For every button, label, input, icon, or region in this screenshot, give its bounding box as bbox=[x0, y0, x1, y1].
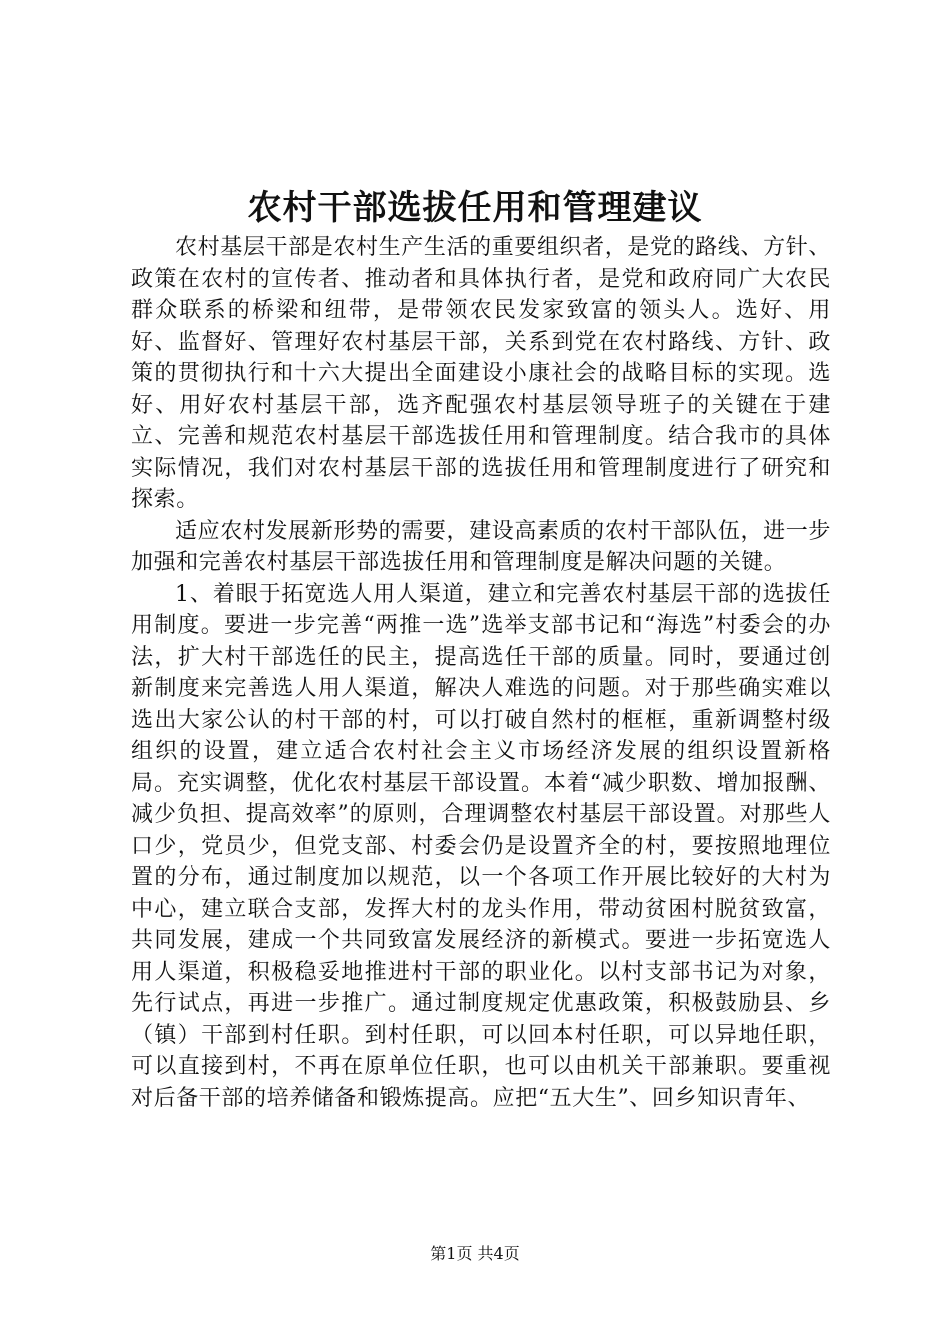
paragraph-section-1: 1、着眼于拓宽选人用人渠道，建立和完善农村基层干部的选拔任用制度。要进一步完善“两推一选”选举支部书记和“海选”村委会的办法，扩大村干部选任的民主，提高选任干部的质量。同时，要通过创新制度来完善选人用人渠道，解决人难选的问题。对于那些确实难以选出大家公认的村干部的村，可以打破自然村的框框，重新调整村级组织的设置，建立适合农村社会主义市场经济发展的组织设置新格局。充实调整，优化农村基层干部设置。本着“减少职数、增加报酬、减少负担、提高效率”的原则，合理调整农村基层干部设置。对那些人口少，党员少，但党支部、村委会仍是设置齐全的村，要按照地理位置的分布，通过制度加以规范，以一个各项工作开展比较好的大村为中心，建立联合支部，发挥大村的龙头作用，带动贫困村脱贫致富，共同发展，建成一个共同致富发展经济的新模式。要进一步拓宽选人用人渠道，积极稳妥地推进村干部的职业化。以村支部书记为对象，先行试点，再进一步推广。通过制度规定优惠政策，积极鼓励县、乡（镇）干部到村任职。到村任职，可以回本村任职，可以异地任职，可以直接到村，不再在原单位任职，也可以由机关干部兼职。要重视对后备干部的培养储备和锻炼提高。应把“五大生”、回乡知识青年、 bbox=[131, 581, 831, 1111]
paragraph-intro: 农村基层干部是农村生产生活的重要组织者，是党的路线、方针、政策在农村的宣传者、推动者和具体执行者，是党和政府同广大农民群众联系的桥梁和纽带，是带领农民发家致富的领头人。选好、用好、监督好、管理好农村基层干部，关系到党在农村路线、方针、政策的贯彻执行和十六大提出全面建设小康社会的战略目标的实现。选好、用好农村基层干部，选齐配强农村基层领导班子的关键在于建立、完善和规范农村基层干部选拔任用和管理制度。结合我市的具体实际情况，我们对农村基层干部的选拔任用和管理制度进行了研究和探索。 bbox=[131, 235, 831, 512]
page-footer: 第1页 共4页 bbox=[430, 1244, 520, 1263]
paragraph-key-issue: 适应农村发展新形势的需要，建设高素质的农村干部队伍，进一步加强和完善农村基层干部选拔任用和管理制度是解决问题的关键。 bbox=[131, 518, 831, 575]
document-body bbox=[131, 232, 831, 1114]
document-title: 农村干部选拔任用和管理建议 bbox=[247, 188, 703, 228]
